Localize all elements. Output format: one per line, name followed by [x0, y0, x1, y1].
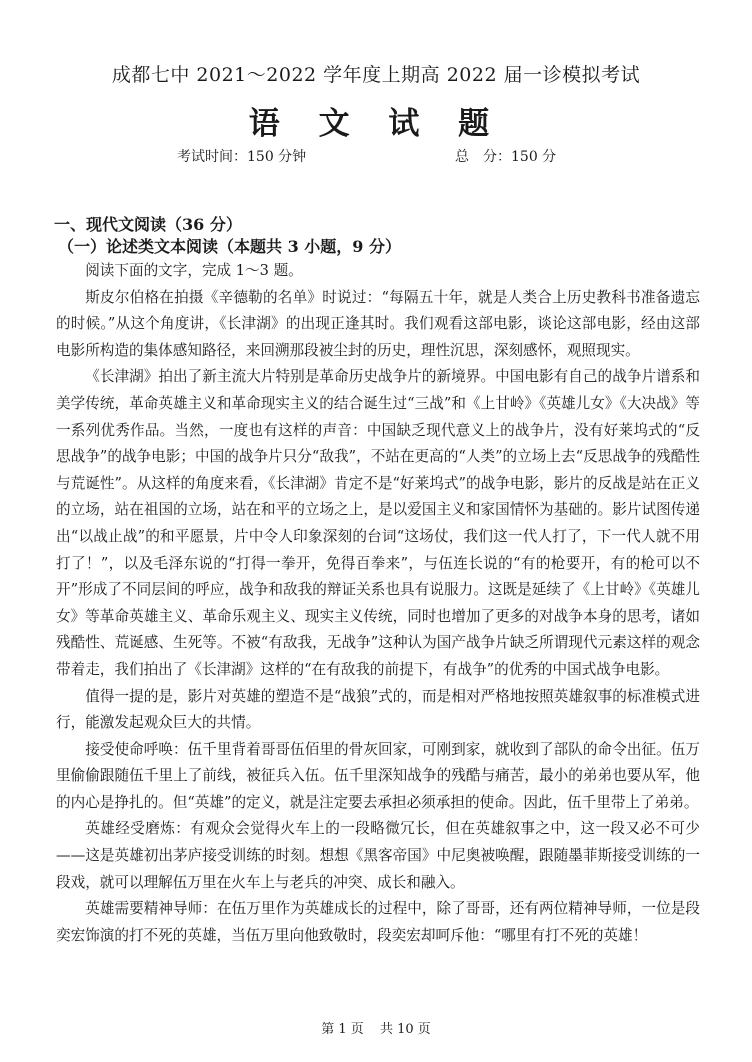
page-number: 第 1 页	[321, 1022, 364, 1037]
reading-passage	[56, 258, 700, 949]
exam-total-score: 总 分：150 分	[455, 149, 557, 165]
page-total: 共 10 页	[379, 1022, 431, 1037]
exam-title: 成都七中 2021～2022 学年度上期高 2022 届一诊模拟考试	[111, 64, 641, 86]
passage-paragraph: 接受使命呼唤：伍千里背着哥哥伍佰里的骨灰回家，可刚到家，就收到了部队的命令出征。伍万里偷偷跟随伍千里上了前线，被征兵入伍。伍千里深知战争的残酷与痛苦，最小的弟弟也要从军，他的内心是挣扎的。但“英雄”的定义，就是注定要去承担必须承担的使命。因此，伍千里带上了弟弟。	[56, 740, 700, 811]
passage-paragraph: 斯皮尔伯格在拍摄《辛德勒的名单》时说过：“每隔五十年，就是人类合上历史教科书准备遗忘的时候。”从这个角度讲，《长津湖》的出现正逢其时。我们观看这部电影，谈论这部电影，经由这部电影所构造的集体感知路径，来回溯那段被尘封的历史，理性沉思，深刻感怀，观照现实。	[56, 288, 700, 359]
passage-instruction: 阅读下面的文字，完成 1～3 题。	[85, 262, 303, 279]
passage-paragraph: 英雄经受磨炼：有观众会觉得火车上的一段略微冗长，但在英雄叙事之中，这一段又必不可少——这是英雄初出茅庐接受训练的时刻。想想《黑客帝国》中尼奥被唤醒，跟随墨菲斯接受训练的一段戏，就可以理解伍万里在火车上与老兵的冲突、成长和融入。	[56, 820, 700, 891]
exam-duration: 考试时间：150 分钟	[177, 149, 307, 165]
subsection-heading: （一）论述类文本阅读（本题共 3 小题，9 分）	[58, 237, 401, 256]
page-footer	[0, 1018, 752, 1037]
passage-paragraph: 值得一提的是，影片对英雄的塑造不是“战狼”式的，而是相对严格地按照英雄叙事的标准模式进行，能激发起观众巨大的共情。	[56, 687, 700, 732]
passage-paragraph: 《长津湖》拍出了新主流大片特别是革命历史战争片的新境界。中国电影有自己的战争片谱系和美学传统，革命英雄主义和革命现实主义的结合诞生过“三战”和《上甘岭》《英雄儿女》《大决战》等一系列优秀作品。当然，一度也有这样的声音：中国缺乏现代意义上的战争片，没有好莱坞式的“反思战争”的战争电影；中国的战争片只分“敌我”，不站在更高的“人类”的立场上去“反思战争的残酷性与荒诞性”。从这样的角度来看，《长津湖》肯定不是“好莱坞式”的战争电影，影片的反战是站在正义的立场，站在祖国的立场，站在和平的立场之上，是以爱国主义和家国情怀为基础的。影片试图传递出“以战止战”的和平愿景，片中令人印象深刻的台词“这场仗，我们这一代人打了，下一代人就不用打了！”，以及毛泽东说的“打得一拳开，免得百拳来”，与伍连长说的“有的枪要开，有的枪可以不开”形成了不同层间的呼应，战争和敌我的辩证关系也具有说服力。这既是延续了《上甘岭》《英雄儿女》等革命英雄主义、革命乐观主义、现实主义传统，同时也增加了更多的对战争本身的思考，诸如残酷性、荒诞感、生死等。不被“有敌我，无战争”这种认为国产战争片缺乏所谓现代元素这样的观念带着走，我们拍出了《长津湖》这样的“在有敌我的前提下，有战争”的优秀的中国式战争电影。	[56, 368, 700, 678]
passage-paragraph: 英雄需要精神导师：在伍万里作为英雄成长的过程中，除了哥哥，还有两位精神导师，一位是段奕宏饰演的打不死的英雄，当伍万里向他致敬时，段奕宏却呵斥他：“哪里有打不死的英雄！	[56, 900, 700, 944]
subject-title: 语 文 试 题	[248, 106, 504, 142]
section-heading: 一、现代文阅读（36 分）	[54, 215, 242, 234]
